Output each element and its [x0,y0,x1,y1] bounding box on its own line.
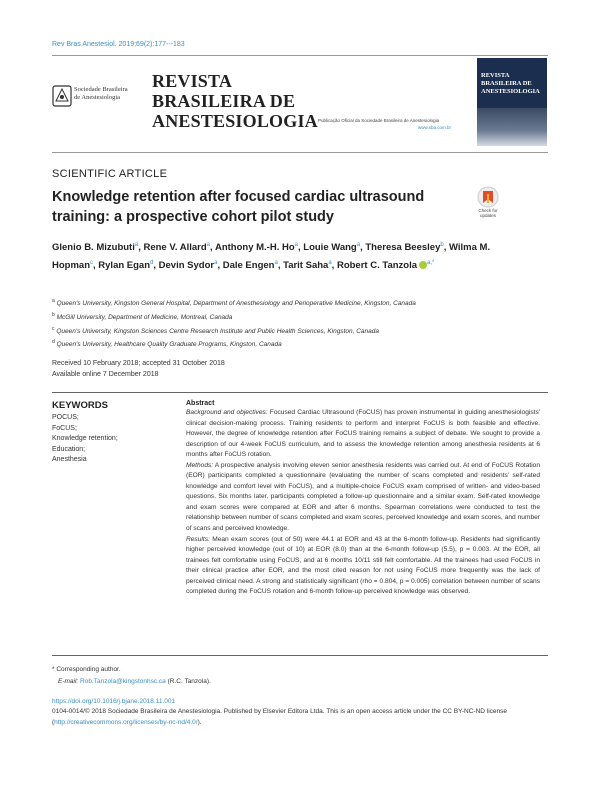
author-name: Rene V. Allard [143,242,207,254]
author-affiliation-marker[interactable]: d [150,259,154,266]
author-separator: , [277,259,284,271]
author-name: Wilma M. Hopman [52,242,491,271]
keyword-item: Knowledge retention; [52,435,118,443]
abstract-section-text: Focused Cardiac Ultrasound (FoCUS) has proven instrumental in guiding anesthesiologists' clinical decision-making process. Training residents to perform and interpret FoCUS is both feasible and effective. However, the degree of knowledge retention after FoCUS training remains a subject of debate. We sought to provide a description of our 4-week FoCUS curriculum, and to assess the knowledge retention among anesthesia residents at 6 months after FoCUS rotation. [186,409,541,459]
author-affiliation-marker[interactable]: a,* [427,259,435,266]
author-separator: , [93,259,99,271]
author-separator: , [210,242,215,254]
keyword-item: Education; [52,445,86,453]
author-separator: , [297,242,304,254]
author-affiliation-marker[interactable]: a [356,242,361,248]
author-name: Devin Sydor [158,259,215,271]
online-date: Available online 7 December 2018 [52,370,159,378]
section-label: SCIENTIFIC ARTICLE [52,168,168,180]
license-statement: 0104-0014/© 2018 Sociedade Brasileira de Anestesiologia. Published by Elsevier Editora Ltda. This is an open access article under the CC BY-NC-ND license (http://creativecommons.org/licenses/by-nc-nd/4.0/). [52,708,507,726]
abstract-panel [186,400,540,598]
author-separator: , [217,259,223,271]
cover-title: REVISTA BRASILEIRA DE ANESTESIOLOGIA [481,72,540,95]
affiliation-item [52,296,552,310]
author-separator: , [360,242,366,254]
doi-link[interactable]: https://doi.org/10.1016/j.bjane.2018.11.001 [52,698,176,705]
orcid-icon[interactable] [419,261,427,269]
author-name: Theresa Beesley [365,242,441,254]
journal-title: REVISTA BRASILEIRA DE ANESTESIOLOGIA [152,71,318,131]
abstract-section-label: Results: [186,535,210,543]
abstract-title: Abstract [186,400,215,407]
author-affiliation-marker[interactable]: a [134,242,139,248]
keywords-panel [52,400,172,466]
keyword-item: Anesthesia [52,456,87,464]
journal-cover-thumbnail [477,58,547,146]
author-affiliation-marker[interactable]: a [214,259,218,266]
affiliation-text: Queen's University, Kingston General Hospital, Department of Anesthesiology and Perioperative Medicine, Kingston, Canada [56,300,416,308]
author-name: Dale Engen [222,259,275,271]
masthead-divider [52,152,548,153]
author-affiliation-marker[interactable]: a [328,259,332,266]
author-list [52,238,492,273]
affiliation-marker: a [52,298,55,304]
author-affiliation-marker[interactable]: a [206,242,211,248]
affiliation-item [52,337,552,351]
author-affiliation-marker[interactable]: a [274,259,278,266]
affiliation-marker: d [52,339,55,346]
society-emblem-icon [52,85,72,107]
abstract-body [186,408,540,598]
author-affiliation-marker[interactable]: b [440,242,444,248]
email-suffix: (R.C. Tanzola). [167,677,211,685]
cover-image [477,108,547,146]
corresponding-label: Corresponding author. [56,666,121,673]
society-logo [52,82,126,112]
society-name: Sociedade Brasileira de Anestesiologia [74,86,128,101]
author-separator: , [331,259,337,271]
journal-citation[interactable]: Rev Bras Anestesiol. 2019;69(2):177---183 [52,41,185,48]
author-name: Anthony M.-H. Ho [214,242,295,254]
author-separator: , [153,259,159,271]
author-email-link[interactable]: Rob.Tanzola@kingstonhsc.ca [80,677,166,685]
keyword-item: FoCUS; [52,424,77,432]
affiliation-item [52,310,552,324]
journal-subtitle: Publicação Oficial da Sociedade Brasileira de Anestesiologia [318,118,440,123]
author-name: Rylan Egan [98,259,151,271]
keyword-item: POCUS; [52,414,79,421]
abstract-paragraph [186,535,540,598]
abstract-section-text: A prospective analysis involving eleven senior anesthesia residents was carried out. At end of FoCUS Rotation (EOR) participants completed a questionnaire (evaluating the number of scans completed and residents' self-rated knowledge and comfort level with FoCUS), and a multiple-choice FoCUS exam comprised of written- and video-based questions. Six months later, participants completed a follow-up questionnaire and a similar exam. Self-rated knowledge and exam scores were compared at EOR and after 6 months. Spearman correlations were conducted to test the relationship between number of scans completed and exam scores, perceived knowledge and exam scores, and number of scans and perceived knowledge. [186,461,540,533]
journal-url[interactable]: www.sba.com.br [418,125,452,130]
received-date: Received 10 February 2018; accepted 31 October 2018 [52,360,225,367]
footnote-marker: * [52,666,55,673]
check-for-updates-button[interactable] [473,186,503,220]
affiliation-marker: c [52,325,55,332]
affiliation-item [52,324,552,338]
email-label: E-mail: [58,677,79,685]
affiliation-marker: b [52,311,55,318]
crossmark-label: Check for updates [478,208,498,218]
abstract-section-text: Mean exam scores (out of 50) were 44.1 at EOR and 43 at the 6-month follow-up. Residents had significantly higher perceived knowledge (out of 10) at EOR (8.0) than at the 6-month follow-up (5.5), p = 0.003. At the EOR, all trainees felt comfortable using FoCUS, and at 6 months 10/11 still felt comfortable. All the trainees had used FoCUS in their clinical practice after EOR, and the most cited reason for not using FoCUS more frequently was the lack of perceived clinical need. A strong and statistically significant (rho = 0.804, p = 0.005) correlation between number of scans completed during the FoCUS rotation and 6-month follow-up perceived knowledge was observed. [186,535,540,596]
author-name: Robert C. Tanzola [336,259,418,271]
article-footer [52,697,548,728]
affiliation-text: Queen's University, Kingston Sciences Centre Research Institute and Public Health Sciences, Kingston, Canada [56,327,379,335]
affiliation-text: McGill University, Department of Medicine, Montreal, Canada [56,313,233,321]
article-title: Knowledge retention after focused cardiac ultrasound training: a prospective cohort pilot study [52,189,425,225]
abstract-section-label: Methods: [186,461,214,469]
affiliation-text: Queen's University, Healthcare Quality Graduate Programs, Kingston, Canada [56,341,282,349]
author-name: Louie Wang [303,242,357,254]
keywords-title: KEYWORDS [52,400,108,411]
author-affiliation-marker[interactable]: c [90,259,93,266]
author-separator: , [138,242,144,254]
article-dates [52,359,225,380]
author-affiliation-marker[interactable]: a [294,242,298,248]
header-divider [52,55,548,56]
corresponding-author-note [52,664,211,687]
abstract-paragraph [186,408,540,461]
license-link[interactable]: http://creativecommons.org/licenses/by-nc-nd/4.0/ [54,718,198,726]
author-name: Tarit Saha [283,259,329,271]
keywords-list [52,413,172,466]
affiliations [52,296,552,351]
abstract-section-label: Background and objectives: [186,409,268,416]
author-name: Glenio B. Mizubuti [52,242,135,254]
author-separator: , [443,242,449,254]
abstract-paragraph [186,461,540,535]
